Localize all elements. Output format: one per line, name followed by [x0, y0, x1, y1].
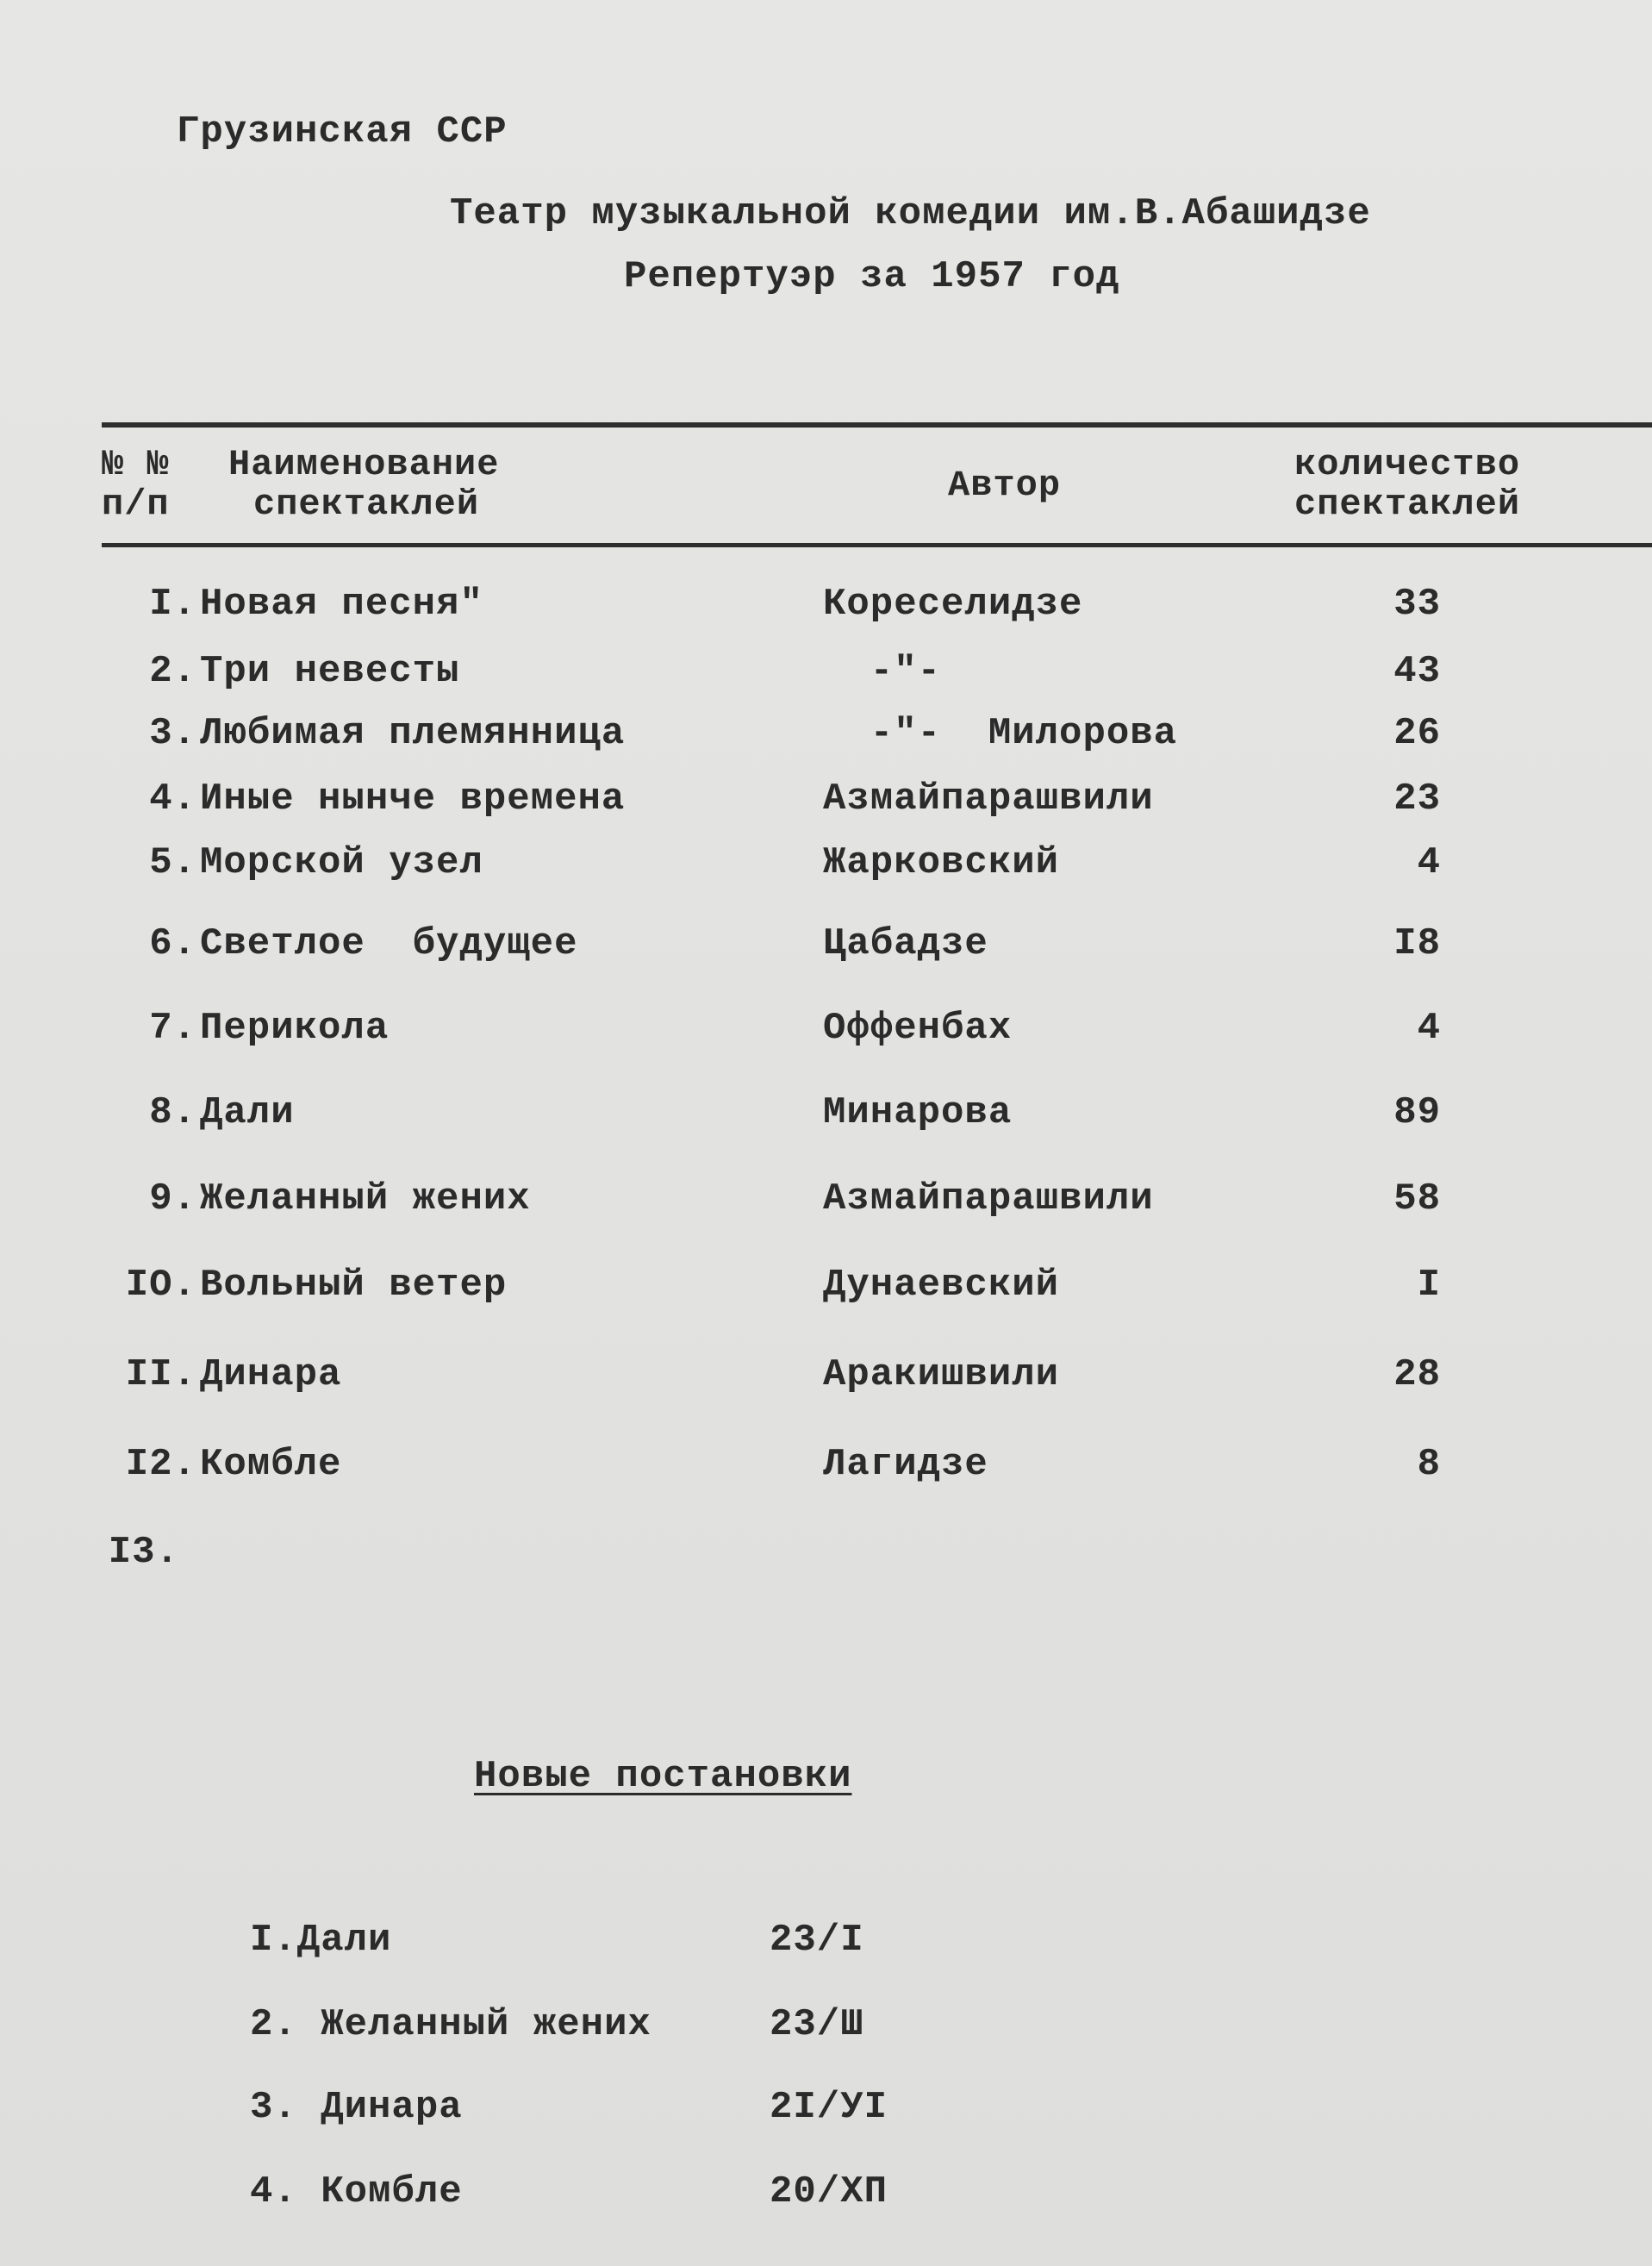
- column-header-author: Автор: [948, 465, 1062, 506]
- row-author: Цабадзе: [823, 922, 988, 965]
- row-number: I2.: [125, 1443, 196, 1486]
- row-author: Азмайпарашвили: [823, 777, 1154, 821]
- row-number: 5.: [149, 841, 196, 884]
- row-author: Кореселидзе: [823, 583, 1083, 626]
- row-title: Три невесты: [200, 650, 460, 693]
- row-number: 7.: [149, 1007, 196, 1050]
- row-number: II.: [125, 1353, 196, 1396]
- row-title: Комбле: [200, 1443, 342, 1486]
- row-count: 23: [1393, 777, 1441, 821]
- column-header-num-2: п/п: [102, 484, 170, 525]
- production-date: 23/I: [770, 1919, 864, 1962]
- row-count: 58: [1393, 1177, 1441, 1220]
- production-title: 3. Динара: [250, 2086, 463, 2129]
- column-header-count-1: количество: [1294, 444, 1521, 485]
- production-date: 23/Ш: [770, 2003, 864, 2046]
- repertoire-title: Репертуэр за 1957 год: [624, 255, 1120, 298]
- row-count: 4: [1417, 841, 1441, 884]
- row-title: Дали: [200, 1091, 295, 1134]
- table-top-rule: [102, 422, 1652, 428]
- row-count: 43: [1393, 650, 1441, 693]
- row-number: 3.: [149, 712, 196, 755]
- column-header-count-2: спектаклей: [1294, 484, 1521, 525]
- production-title: 2. Желанный жених: [250, 2003, 651, 2046]
- row-title: Перикола: [200, 1007, 390, 1050]
- row-count: 4: [1417, 1007, 1441, 1050]
- row-count: 89: [1393, 1091, 1441, 1134]
- row-number: 6.: [149, 922, 196, 965]
- row-count: I8: [1393, 922, 1441, 965]
- row-title: Динара: [200, 1353, 342, 1396]
- row-author: Минарова: [823, 1091, 1013, 1134]
- row-title: Любимая племянница: [200, 712, 626, 755]
- row-number: 8.: [149, 1091, 196, 1134]
- row-count: I: [1417, 1264, 1441, 1307]
- table-header-rule: [102, 543, 1652, 547]
- republic-heading: Грузинская ССР: [177, 110, 508, 153]
- row-title: Морской узел: [200, 841, 483, 884]
- row-number: 9.: [149, 1177, 196, 1220]
- theatre-title: Театр музыкальной комедии им.В.Абашидзе: [450, 192, 1371, 235]
- row-author: -"-: [823, 650, 942, 693]
- column-header-num-1: № №: [102, 444, 170, 485]
- row-number: 4.: [149, 777, 196, 821]
- row-author: Жарковский: [823, 841, 1060, 884]
- row-author: Дунаевский: [823, 1264, 1060, 1307]
- row-author: Азмайпарашвили: [823, 1177, 1154, 1220]
- row-title: Вольный ветер: [200, 1264, 508, 1307]
- production-title: 4. Комбле: [250, 2170, 463, 2213]
- row-author: -"- Милорова: [823, 712, 1178, 755]
- row-title: Светлое будущее: [200, 922, 578, 965]
- row-number: I.: [149, 583, 196, 626]
- new-productions-heading: Новые постановки: [474, 1755, 852, 1798]
- row-number: I3.: [108, 1531, 179, 1574]
- row-author: Оффенбах: [823, 1007, 1013, 1050]
- row-count: 33: [1393, 583, 1441, 626]
- row-title: Новая песня": [200, 583, 483, 626]
- row-count: 8: [1417, 1443, 1441, 1486]
- production-title: I.Дали: [250, 1919, 392, 1962]
- production-date: 20/ХП: [770, 2170, 888, 2213]
- row-number: 2.: [149, 650, 196, 693]
- column-header-title-2: спектаклей: [253, 484, 480, 525]
- row-title: Желанный жених: [200, 1177, 531, 1220]
- production-date: 2I/УI: [770, 2086, 888, 2129]
- row-title: Иные нынче времена: [200, 777, 626, 821]
- row-count: 26: [1393, 712, 1441, 755]
- row-author: Аракишвили: [823, 1353, 1060, 1396]
- row-count: 28: [1393, 1353, 1441, 1396]
- row-number: IO.: [125, 1264, 196, 1307]
- row-author: Лагидзе: [823, 1443, 988, 1486]
- column-header-title-1: Наименование: [228, 444, 500, 485]
